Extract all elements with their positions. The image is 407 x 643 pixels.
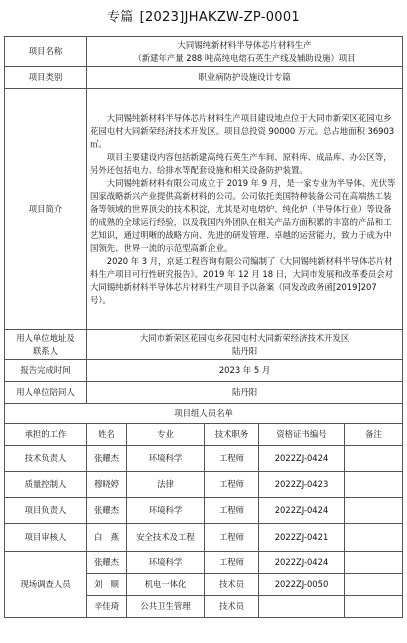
accompany-value: 陆丹阳 xyxy=(87,382,403,404)
row-project-name xyxy=(5,37,403,67)
member-name: 张耀杰 xyxy=(87,552,127,574)
header-code: [2023]JHAKZW-ZP-0001 xyxy=(139,10,301,25)
report-date-value: 2023 年 5 月 xyxy=(87,360,403,382)
intro-paragraph: 2020 年 3 月，京延工程咨询有限公司编制了《大同锡纯新材料半导体芯片材料生产项目可行性研究报告》。2019 年 12 月 18 日，大同市发展和改革委员会对大同锡纯新材料半导体芯片材料生产项目予以备案（同发改政务函[2019]207 号）。 xyxy=(90,255,393,305)
member-cert xyxy=(259,596,345,618)
member-title: 工程师 xyxy=(205,524,259,552)
project-type-label: 项目类别 xyxy=(5,67,87,89)
intro-paragraph: 大同锡纯新材料半导体芯片材料生产项目建设地点位于大同市新荣区花园屯乡花园屯村大同新荣经济技术开发区。项目总投资 90000 万元。总占地面积 36903㎡。 xyxy=(90,112,395,149)
row-accompany xyxy=(5,382,403,404)
project-intro-text xyxy=(87,89,403,330)
member-major: 法律 xyxy=(127,472,205,498)
member-title: 技术员 xyxy=(205,574,259,596)
member-name: 白 燕 xyxy=(87,524,127,552)
project-name-label: 项目名称 xyxy=(5,37,87,67)
employer-address: 大同市新荣区花园屯乡花园屯村大同新荣经济技术开发区 xyxy=(139,332,350,343)
member-title: 工程师 xyxy=(205,472,259,498)
info-table xyxy=(4,36,403,618)
team-role: 项目审核人 xyxy=(5,524,87,552)
header-prefix: 专篇 xyxy=(106,10,134,25)
member-note xyxy=(345,472,403,498)
report-date-label: 报告完成时间 xyxy=(5,360,87,382)
team-role: 项目负责人 xyxy=(5,498,87,524)
table-row xyxy=(5,498,403,524)
team-role: 现场调查人员 xyxy=(5,552,87,618)
table-row xyxy=(5,472,403,498)
project-intro-label: 项目简介 xyxy=(5,89,87,330)
table-row xyxy=(5,524,403,552)
document-header xyxy=(0,6,407,25)
member-major: 环境科学 xyxy=(127,552,205,574)
member-name: 张耀杰 xyxy=(87,446,127,472)
row-team-header xyxy=(5,424,403,446)
intro-paragraph: 大同锡纯新材料有限公司成立于 2019 年 9 月，是一家专业为半导体、光伏等国家战略新兴产业提供高新材料的公司。公司依托美国特种装备公司在高端热工装备等领域的世界顶尖的技术积淀，尤其是对电熔炉、纯化炉（半导体行业）等设备的成熟的全球运行经验，以及我国内外团队在相关产品方面积累的丰富的产品和工艺知识，通过明晰的战略方向、先进的研发管理、卓越的运营能力，致力于成为中国领先、世界一流的示范型高新企业。 xyxy=(90,177,396,253)
row-report-date xyxy=(5,360,403,382)
member-cert: 2022ZJ-0424 xyxy=(259,498,345,524)
team-title: 项目组人员名单 xyxy=(5,404,403,424)
member-title: 技术员 xyxy=(205,596,259,618)
member-major: 安全技术及工程 xyxy=(127,524,205,552)
member-cert: 2022ZJ-0050 xyxy=(259,574,345,596)
member-cert: 2022ZJ-0423 xyxy=(259,472,345,498)
project-name-value xyxy=(87,37,403,67)
project-name-line2: （新建年产量 288 吨高纯电熔石英生产线及辅助设施）项目 xyxy=(133,52,356,63)
employer-label-line1: 用人单位地址及 xyxy=(16,332,75,343)
project-type-value: 职业病防护设施设计专篇 xyxy=(87,67,403,89)
employer-label-line2: 联系人 xyxy=(32,345,59,356)
member-title: 工程师 xyxy=(205,498,259,524)
member-name: 辛佳琦 xyxy=(87,596,127,618)
intro-paragraph: 项目主要建设内容包括新建高纯石英生产车间、原料库、成品库、办公区等，另外还包括电力、给排水等配套设施和相关设备防护装置。 xyxy=(90,151,392,175)
member-note xyxy=(345,498,403,524)
row-project-type xyxy=(5,67,403,89)
column-header: 备注 xyxy=(345,424,403,446)
member-cert: 2022ZJ-0424 xyxy=(259,446,345,472)
member-name: 张耀杰 xyxy=(87,498,127,524)
member-cert: 2022ZJ-0424 xyxy=(259,552,345,574)
team-role: 技术负责人 xyxy=(5,446,87,472)
member-note xyxy=(345,574,403,596)
employer-label xyxy=(5,330,87,360)
member-name: 穆晓婷 xyxy=(87,472,127,498)
column-header: 专业 xyxy=(127,424,205,446)
member-major: 环境科学 xyxy=(127,446,205,472)
member-note xyxy=(345,552,403,574)
row-team-title xyxy=(5,404,403,424)
column-header: 姓名 xyxy=(87,424,127,446)
member-major: 机电一体化 xyxy=(127,574,205,596)
table-row xyxy=(5,446,403,472)
column-header: 资格证书编号 xyxy=(259,424,345,446)
employer-value xyxy=(87,330,403,360)
member-name: 刘 顺 xyxy=(87,574,127,596)
member-cert: 2022ZJ-0421 xyxy=(259,524,345,552)
member-title: 工程师 xyxy=(205,552,259,574)
team-role: 质量控制人 xyxy=(5,472,87,498)
member-note xyxy=(345,524,403,552)
member-major: 环境科学 xyxy=(127,498,205,524)
project-name-line1: 大同锡纯新材料半导体芯片材料生产 xyxy=(177,39,312,50)
column-header: 技术职务 xyxy=(205,424,259,446)
member-major: 公共卫生管理 xyxy=(127,596,205,618)
member-note xyxy=(345,596,403,618)
member-note xyxy=(345,446,403,472)
table-row xyxy=(5,552,403,574)
row-employer xyxy=(5,330,403,360)
column-header: 承担的工作 xyxy=(5,424,87,446)
row-project-intro xyxy=(5,89,403,330)
employer-contact: 陆丹阳 xyxy=(231,345,258,356)
accompany-label: 用人单位陪同人 xyxy=(5,382,87,404)
member-title: 工程师 xyxy=(205,446,259,472)
